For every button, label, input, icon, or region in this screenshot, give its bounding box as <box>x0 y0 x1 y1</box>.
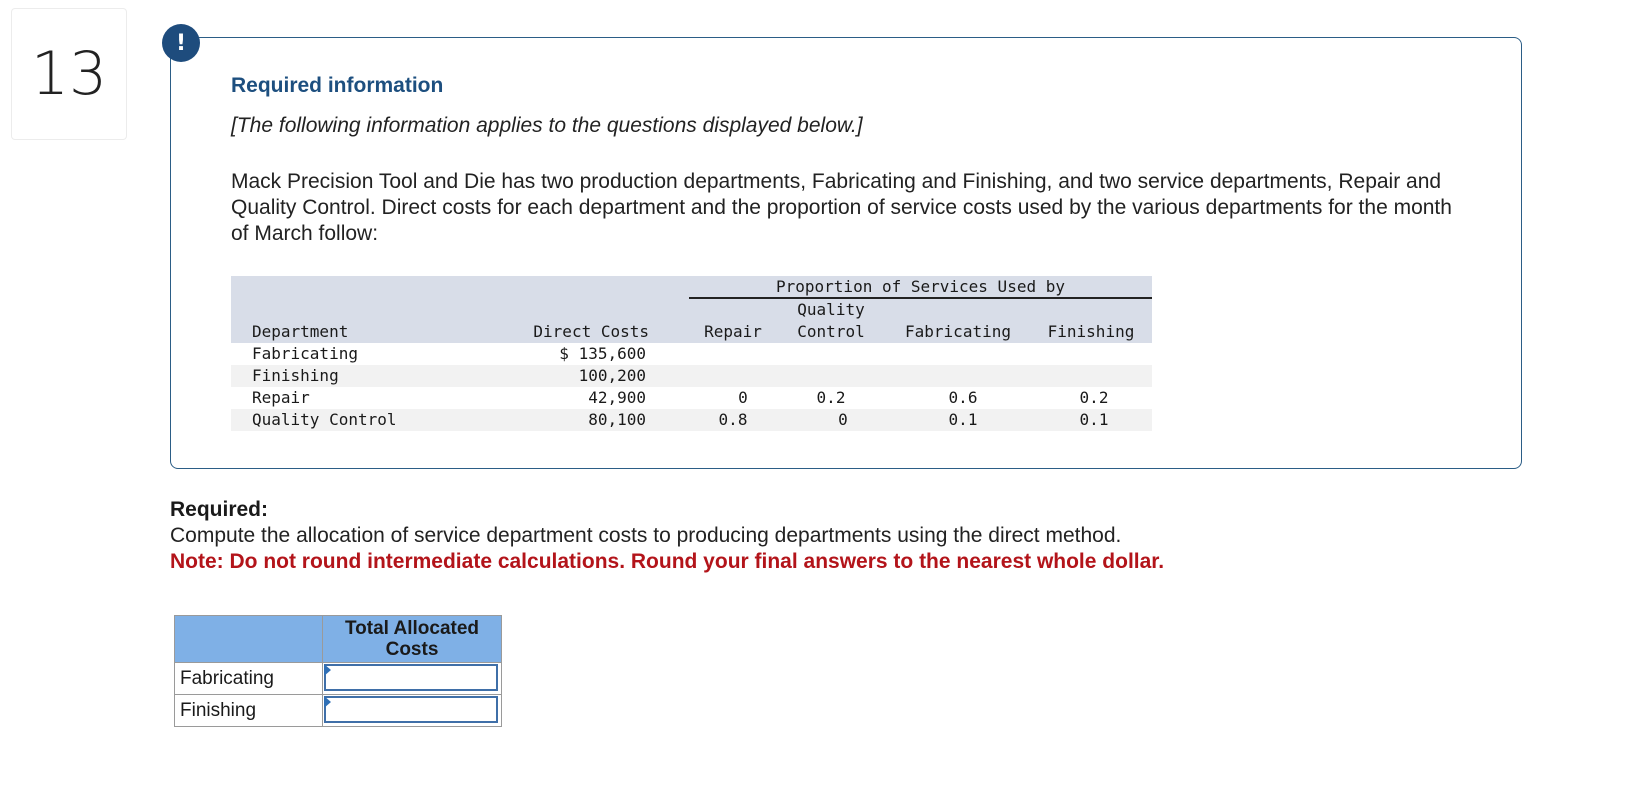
required-label: Required: <box>170 498 269 521</box>
intro-note: [The following information applies to the questions displayed below.] <box>231 114 863 137</box>
table-row-finishing: 0.1 <box>1079 410 1109 429</box>
answer-cell <box>323 663 502 695</box>
answer-row-label: Fabricating <box>175 663 323 695</box>
total-allocated-costs-header-line2: Costs <box>385 639 439 660</box>
answer-row-fabricating <box>175 663 502 695</box>
answer-cell <box>323 695 502 727</box>
table-row-background <box>231 365 1152 387</box>
required-instructions: Compute the allocation of service department costs to producing departments using the direct method. <box>170 524 1122 547</box>
quality-control-header-line2: Control <box>797 322 865 341</box>
repair-header: Repair <box>704 322 762 341</box>
rounding-note: Note: Do not round intermediate calculations. Round your final answers to the nearest whole dollar. <box>170 550 1165 573</box>
fabricating-allocated-costs-input[interactable] <box>324 664 498 691</box>
direct-costs-header: Direct Costs <box>533 322 649 341</box>
table-row-quality-control: 0 <box>838 410 848 429</box>
table-row-repair: 0.8 <box>718 410 748 429</box>
table-row-repair: 0 <box>738 388 748 407</box>
table-row-department: Quality Control <box>252 410 397 429</box>
proportion-header-rule <box>689 297 1152 299</box>
table-row-direct-costs: $ 135,600 <box>559 344 646 363</box>
finishing-allocated-costs-input[interactable] <box>324 696 498 723</box>
table-row-direct-costs: 42,900 <box>588 388 646 407</box>
finishing-header: Finishing <box>1047 322 1135 341</box>
required-information-title: Required information <box>231 74 444 97</box>
department-cost-table <box>231 276 1152 432</box>
table-row-background <box>231 343 1152 365</box>
table-row-background <box>231 387 1152 409</box>
total-allocated-costs-header <box>323 616 502 663</box>
fabricating-header: Fabricating <box>905 322 1011 341</box>
table-row-direct-costs: 80,100 <box>588 410 646 429</box>
proportion-group-header: Proportion of Services Used by <box>776 277 1065 296</box>
table-row-department: Finishing <box>252 366 339 385</box>
table-row-fabricating: 0.6 <box>948 388 978 407</box>
table-row-finishing: 0.2 <box>1079 388 1109 407</box>
department-header: Department <box>252 322 349 341</box>
quality-control-header-line1: Quality <box>797 300 865 319</box>
answer-table <box>174 615 502 727</box>
question-number: 13 <box>11 8 127 140</box>
answer-row-finishing <box>175 695 502 727</box>
total-allocated-costs-header-line1: Total Allocated <box>344 618 480 639</box>
problem-text: Mack Precision Tool and Die has two production departments, Fabricating and Finishing, and two service departments, Repair and Quality Control. Direct costs for each department and the proportion of service costs used by the various departments for the month of March follow: <box>231 170 1452 245</box>
answer-row-label: Finishing <box>175 695 323 727</box>
table-row-department: Repair <box>252 388 310 407</box>
table-row-fabricating: 0.1 <box>948 410 978 429</box>
table-row-department: Fabricating <box>252 344 358 363</box>
table-row-direct-costs: 100,200 <box>578 366 646 385</box>
answer-header-blank <box>175 616 323 663</box>
table-row-quality-control: 0.2 <box>816 388 846 407</box>
alert-icon: ! <box>162 24 200 62</box>
